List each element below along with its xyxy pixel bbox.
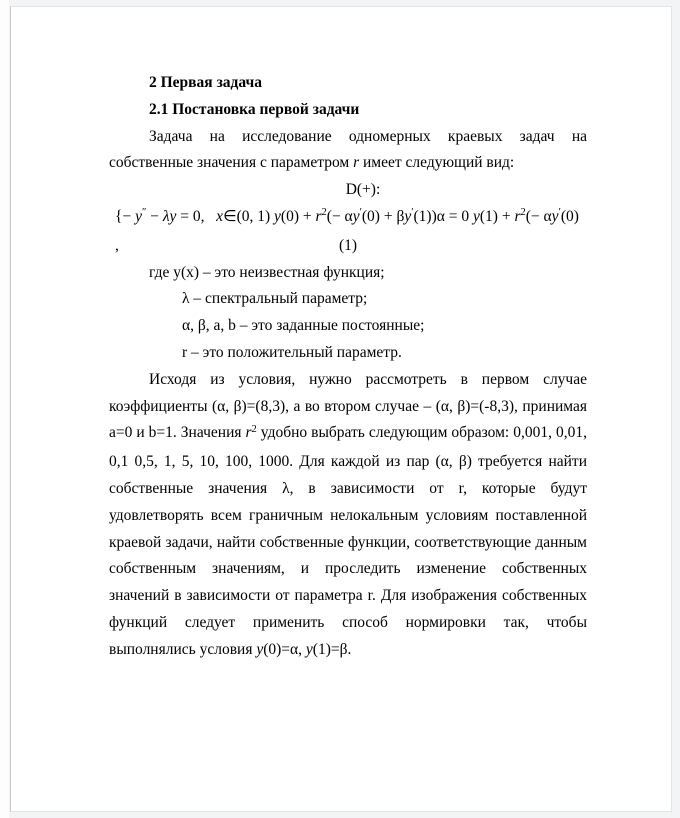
main-part: (1)=β. bbox=[312, 640, 352, 658]
eq-part: y bbox=[274, 207, 281, 225]
heading-first-task: 2 Первая задача bbox=[149, 74, 263, 91]
definition-item: λ – спектральный параметр; bbox=[182, 290, 368, 308]
eq-part: ′ bbox=[359, 207, 362, 219]
eq-part: ′ bbox=[558, 207, 561, 219]
definition-item: r – это положительный параметр. bbox=[182, 343, 402, 361]
main-part: (0)=α, bbox=[263, 640, 306, 658]
eq-part: (0) bbox=[560, 207, 579, 225]
eq-part: {− bbox=[115, 207, 136, 225]
eq-part: (1) + bbox=[479, 207, 515, 225]
eq-part: 2 bbox=[520, 207, 526, 219]
eq-part: 2 bbox=[321, 207, 327, 219]
main-part-y: y bbox=[256, 640, 264, 658]
equation-line bbox=[115, 204, 587, 233]
document-page bbox=[10, 6, 672, 812]
definition-item: α, β, a, b – это заданные постоянные; bbox=[182, 317, 425, 335]
eq-part: y bbox=[135, 207, 142, 225]
intro-part-r: r bbox=[353, 154, 360, 172]
intro-part: имеет следующий вид: bbox=[359, 154, 515, 172]
viewer-left-edge bbox=[0, 0, 9, 818]
paragraph-intro bbox=[109, 124, 587, 178]
eq-part: y bbox=[473, 207, 480, 225]
main-part: Исходя из условия, нужно рассмотреть в первом случае коэффициенты (α, β)=(8,3), а во втором случае – (α, β)=(-8,3), принимая a=0 и b=1. Значения bbox=[109, 370, 587, 442]
eq-part: (− α bbox=[525, 207, 552, 225]
eq-part: y bbox=[404, 207, 412, 225]
eq-part: ∈(0, 1) bbox=[223, 207, 275, 225]
document-content bbox=[11, 7, 671, 664]
eq-part: (0) + β bbox=[361, 207, 405, 225]
eq-part: (0) + bbox=[280, 207, 316, 225]
eq-part: − bbox=[146, 207, 163, 225]
label-d-plus: D(+): bbox=[345, 181, 381, 199]
definition-item: где y(x) – это неизвестная функция; bbox=[149, 263, 385, 281]
eq-part: x bbox=[216, 207, 224, 225]
eq-part: ′ bbox=[411, 207, 414, 219]
intro-part: Задача на исследование одномерных краевых задач на собственные значения с параметром bbox=[109, 127, 587, 172]
eq-part: y bbox=[551, 207, 559, 225]
paragraph-main bbox=[109, 367, 587, 664]
main-part-sup: 2 bbox=[251, 423, 257, 435]
eq-part: ″ bbox=[141, 207, 147, 219]
equation-number-row bbox=[109, 233, 587, 260]
main-part-y: y bbox=[305, 640, 313, 658]
eq-part: λy bbox=[162, 207, 177, 225]
eq-part: r bbox=[514, 207, 521, 225]
eq-part: r bbox=[315, 207, 322, 225]
eq-part: = 0, bbox=[176, 207, 217, 225]
main-part-r: r bbox=[245, 424, 252, 442]
equation-number: (1) bbox=[338, 236, 358, 254]
eq-part: (− α bbox=[326, 207, 353, 225]
eq-part: y bbox=[352, 207, 360, 225]
main-part: удобно выбрать следующим образом: 0,001, 0,01, 0,1 0,5, 1, 5, 10, 100, 1000. Для каждой из пар (α, β) требуется найти собственные значения λ, в зависимости от r, которые будут удовлетворять всем граничным нелокальным условиям поставленной краевой задачи, найти собственные функции, соответствующие данным собственным значениям, и проследить изменение собственных значений в зависимости от параметра r. Для изображения собственных функций следует применить способ нормировки так, чтобы выполнялись условия bbox=[109, 424, 587, 658]
eq-part: (1))α = 0 bbox=[413, 207, 473, 225]
equation-trailing-comma: , bbox=[115, 236, 119, 254]
heading-problem-statement: 2.1 Постановка первой задачи bbox=[149, 100, 360, 118]
